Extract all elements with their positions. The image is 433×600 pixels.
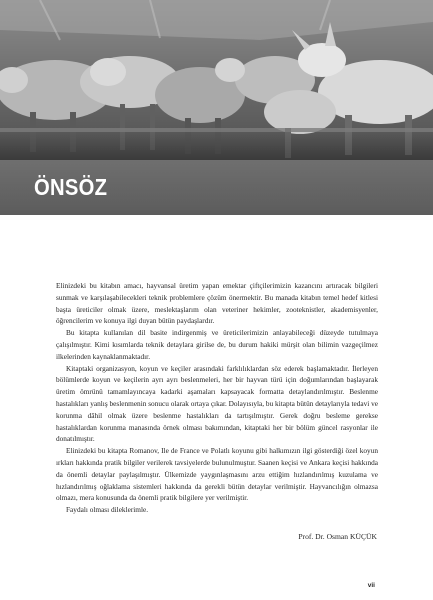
page-title: ÖNSÖZ — [34, 174, 108, 200]
title-band — [0, 160, 433, 215]
paragraph: Elinizdeki bu kitabın amacı, hayvansal üretim yapan emektar çiftçilerimizin kazancını artıracak bilgileri sunmak ve karşılaşabilecekleri teknik problemlere çözüm önermektir. Bu manada kitabın temel hedef kitlesi başta üreticiler olmak üzere, meslektaşlarım olan veteriner hekimler, zooteknistler, akademisyenler, öğrencilerim ve konuya ilgi duyan bütün paydaşlardır. — [56, 281, 378, 326]
header-photo-sheep-goats — [0, 0, 433, 160]
page-number: vii — [367, 582, 375, 589]
paragraph: Bu kitapta kullanılan dil basite indirgenmiş ve üreticilerimizin anlayabileceği düzeyde tutulmaya çalışılmıştır. Kimi kısımlarda teknik detaylara girilse de, bu durum hakiki mürşit olan bilimin vazgeçilmez ilkelerinden kaynaklanmaktadır. — [56, 328, 378, 361]
paragraph: Faydalı olması dileklerimle. — [66, 505, 149, 515]
header-photo-graphic — [0, 0, 433, 160]
preface-body — [56, 280, 378, 516]
paragraph: Elinizdeki bu kitapta Romanov, Ile de France ve Polatlı koyunu gibi halkımızın ilgi gösterdiği özel koyun ırkları hakkında pratik bilgiler verilerek tavsiyelerde bulunulmuştur. Saanen keçisi ve Ankara keçisi hakkında da önemli detaylar paylaşılmıştır. Ülkemizde yaygınlaşmasını arzu ettiğim hızlandırılmış kuzulama ve hızlandırılmış oğlaklama sistemleri hakkında da gerekli bütün detaylar verilmiştir. Hayvancılığın olmazsa olmazı, mera konusunda da önemli pratik bilgilere yer verilmiştir. — [56, 446, 378, 503]
paragraph: Kitaptaki organizasyon, koyun ve keçiler arasındaki farklılıklardan söz ederek başlamaktadır. İlerleyen bölümlerde koyun ve keçilerin ayrı ayrı beslenmeleri, her bir hayvan türü için doğumlarından başlayarak üretim ömrünü tamamlayıncaya kadarki aşamaları kapsayacak formatta detaylandırılmıştır. Beslenme hastalıkları yanlış beslenmenin sonucu olarak ortaya çıkar. Dolayısıyla, bu kitapta bütün detaylarıyla tedavi ve korunma dâhil olmak üzere beslenme hastalıkları da tartışılmıştır. Gerek doğru besleme gerekse hastalıklardan korunma manasında örnek olması bakımından, kitaptaki her bir bölüm güncel rasyonlar ile donatılmıştır. — [56, 363, 378, 444]
author-signature: Prof. Dr. Osman KÜÇÜK — [298, 532, 377, 541]
